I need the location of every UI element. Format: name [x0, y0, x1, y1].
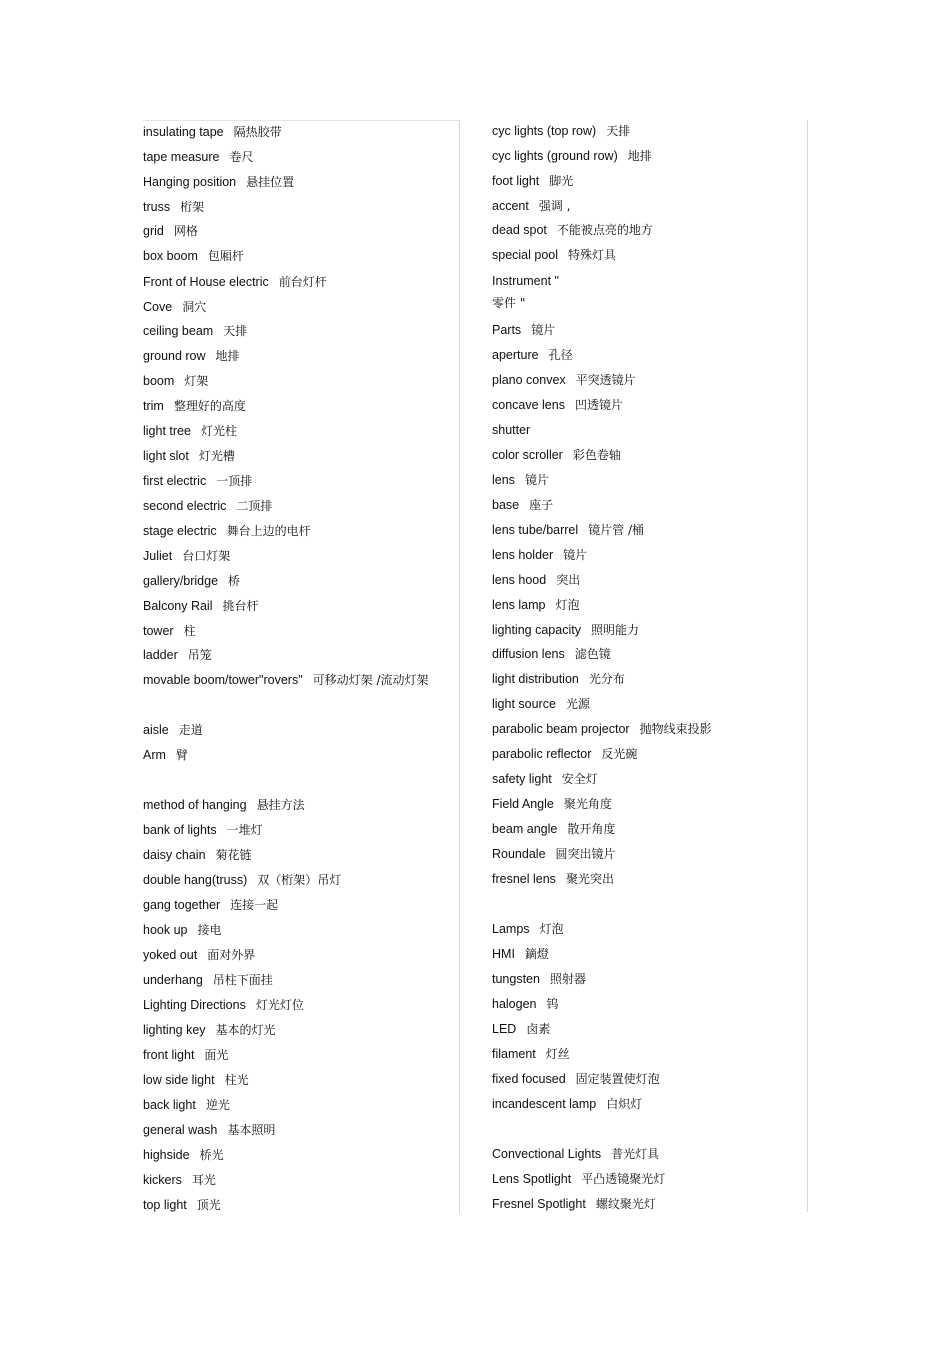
- glossary-entry: [492, 1143, 659, 1165]
- chinese-term: 隔热胶带: [233, 125, 282, 139]
- chinese-term: 灯丝: [545, 1047, 570, 1061]
- glossary-entry: [143, 719, 203, 741]
- english-term: Lamps: [492, 922, 530, 936]
- glossary-entry: [143, 196, 204, 218]
- english-term: special pool: [492, 248, 559, 262]
- chinese-term: 走道: [178, 723, 203, 737]
- glossary-entry: [143, 121, 282, 143]
- chinese-term: 照射器: [549, 972, 586, 986]
- english-term: light source: [492, 697, 556, 711]
- english-term: lens tube/barrel: [492, 523, 579, 537]
- chinese-term: 面光: [204, 1048, 229, 1062]
- english-term: Lens Spotlight: [492, 1172, 572, 1186]
- english-term: Roundale: [492, 847, 546, 861]
- english-term: back light: [143, 1098, 196, 1112]
- chinese-term: 普光灯具: [611, 1147, 660, 1161]
- chinese-term: 安全灯: [561, 772, 598, 786]
- english-term: Juliet: [143, 549, 173, 563]
- english-term: trim: [143, 399, 164, 413]
- chinese-term: 面对外界: [207, 948, 256, 962]
- glossary-entry: [492, 768, 598, 790]
- chinese-term: 钨: [546, 997, 559, 1011]
- english-term: bank of lights: [143, 823, 217, 837]
- glossary-entry: [492, 594, 580, 616]
- chinese-term: 强调 ,: [538, 199, 571, 213]
- english-term: second electric: [143, 499, 227, 513]
- english-term: parabolic beam projector: [492, 722, 630, 736]
- glossary-entry: [492, 494, 553, 516]
- english-term: Arm: [143, 748, 166, 762]
- glossary-entry: [143, 495, 272, 517]
- english-term: daisy chain: [143, 848, 206, 862]
- english-term: stage electric: [143, 524, 217, 538]
- glossary-entry: [143, 919, 222, 941]
- english-term: light tree: [143, 424, 191, 438]
- glossary-entry: [143, 969, 273, 991]
- chinese-term: 照明能力: [590, 623, 639, 637]
- glossary-entry: [492, 668, 625, 690]
- chinese-term: 可移动灯架 /流动灯架: [312, 673, 429, 687]
- english-term: lens: [492, 473, 515, 487]
- english-term: ladder: [143, 648, 178, 662]
- english-term: Hanging position: [143, 175, 237, 189]
- chinese-term: 基本照明: [227, 1123, 276, 1137]
- chinese-term: 灯泡: [555, 598, 580, 612]
- chinese-term: 圆突出镜片: [555, 847, 616, 861]
- glossary-entry: [492, 519, 644, 541]
- english-term: color scroller: [492, 448, 563, 462]
- glossary-entry: [492, 868, 614, 890]
- right-column: [491, 120, 808, 1212]
- english-term: safety light: [492, 772, 552, 786]
- glossary-entry: [492, 544, 587, 566]
- glossary-entry: [143, 1144, 224, 1166]
- english-term: foot light: [492, 174, 540, 188]
- glossary-entry: [143, 296, 206, 318]
- chinese-term: 灯光灯位: [255, 998, 304, 1012]
- chinese-term: 聚光角度: [563, 797, 612, 811]
- chinese-term: 一顶排: [216, 474, 253, 488]
- glossary-entry: [492, 569, 580, 591]
- glossary-entry: [143, 171, 294, 193]
- glossary-entry: [143, 994, 304, 1016]
- chinese-term: 台口灯架: [182, 549, 231, 563]
- english-term: method of hanging: [143, 798, 247, 812]
- english-term: Cove: [143, 300, 173, 314]
- chinese-term: 座子: [529, 498, 554, 512]
- english-term: kickers: [143, 1173, 182, 1187]
- english-term: Convectional Lights: [492, 1147, 602, 1161]
- english-term: movable boom/tower"rovers": [143, 673, 303, 687]
- english-term: Fresnel Spotlight: [492, 1197, 586, 1211]
- english-term: tungsten: [492, 972, 540, 986]
- english-term: incandescent lamp: [492, 1097, 597, 1111]
- english-term: lens lamp: [492, 598, 546, 612]
- glossary-entry: [143, 794, 305, 816]
- glossary-entry: [492, 120, 630, 142]
- chinese-term: 桥: [228, 574, 241, 588]
- glossary-entry: [492, 619, 639, 641]
- glossary-entry: [143, 345, 240, 367]
- glossary-entry: [143, 1194, 221, 1216]
- chinese-term: 整理好的高度: [173, 399, 246, 413]
- english-term: double hang(truss): [143, 873, 248, 887]
- chinese-term: 不能被点亮的地方: [556, 223, 653, 237]
- chinese-term: 吊笼: [187, 648, 212, 662]
- glossary-entry: [492, 943, 549, 965]
- glossary-entry: [143, 220, 198, 242]
- chinese-term: 镜片: [524, 473, 549, 487]
- english-term: Field Angle: [492, 797, 554, 811]
- left-column: [142, 120, 460, 1213]
- glossary-entry: [492, 344, 573, 366]
- english-term: lens holder: [492, 548, 554, 562]
- english-term: cyc lights (ground row): [492, 149, 618, 163]
- glossary-entry: [143, 944, 255, 966]
- chinese-term: 鏑燈: [524, 947, 549, 961]
- chinese-term: 聚光突出: [565, 872, 614, 886]
- english-term: ceiling beam: [143, 324, 214, 338]
- chinese-term: 连接一起: [230, 898, 279, 912]
- english-term: cyc lights (top row): [492, 124, 597, 138]
- glossary-entry: [492, 170, 573, 192]
- english-term: shutter: [492, 423, 531, 437]
- glossary-entry: [492, 793, 612, 815]
- glossary-entry: [143, 320, 247, 342]
- glossary-entry: [143, 869, 341, 891]
- english-term: dead spot: [492, 223, 547, 237]
- chinese-term: 散开角度: [567, 822, 616, 836]
- english-term: general wash: [143, 1123, 218, 1137]
- chinese-term: 卤素: [526, 1022, 551, 1036]
- glossary-entry: [143, 1069, 249, 1091]
- english-term: HMI: [492, 947, 515, 961]
- english-term: front light: [143, 1048, 195, 1062]
- english-term: concave lens: [492, 398, 565, 412]
- glossary-entry: [492, 993, 559, 1015]
- chinese-term: 彩色卷轴: [572, 448, 621, 462]
- glossary-entry: [143, 545, 230, 567]
- glossary-entry: [492, 818, 615, 840]
- chinese-term: 突出: [556, 573, 581, 587]
- chinese-term: 一堆灯: [226, 823, 263, 837]
- glossary-entry: [492, 918, 564, 940]
- english-term: halogen: [492, 997, 537, 1011]
- english-term: Front of House electric: [143, 275, 269, 289]
- english-term: filament: [492, 1047, 536, 1061]
- chinese-term: 卷尺: [229, 150, 254, 164]
- glossary-entry: [492, 319, 555, 341]
- glossary-entry: [143, 1044, 228, 1066]
- english-term: parabolic reflector: [492, 747, 592, 761]
- english-term: grid: [143, 224, 164, 238]
- english-term: aperture: [492, 348, 539, 362]
- glossary-entry: [492, 394, 623, 416]
- glossary-entry: [492, 369, 636, 391]
- english-term: tower: [143, 624, 174, 638]
- chinese-term: 滤色镜: [574, 647, 611, 661]
- chinese-term: 地排: [627, 149, 652, 163]
- glossary-entry: [143, 819, 263, 841]
- chinese-term: 天排: [606, 124, 631, 138]
- chinese-term: 灯光槽: [198, 449, 235, 463]
- glossary-entry: [492, 1068, 660, 1090]
- glossary-entry: [143, 644, 212, 666]
- english-term: fresnel lens: [492, 872, 556, 886]
- glossary-entry: [492, 270, 569, 292]
- english-term: accent: [492, 199, 529, 213]
- chinese-term: 镜片: [563, 548, 588, 562]
- glossary-entry: [143, 245, 244, 267]
- glossary-entry: [492, 419, 540, 441]
- chinese-term: 悬挂位置: [246, 175, 295, 189]
- glossary-entry: [143, 894, 278, 916]
- english-term: Instrument ": [492, 274, 559, 288]
- chinese-term: 固定装置使灯泡: [575, 1072, 660, 1086]
- glossary-entry: [143, 744, 188, 766]
- glossary-entry: [143, 271, 327, 293]
- chinese-term: 螺纹聚光灯: [595, 1197, 656, 1211]
- glossary-entry: [492, 469, 549, 491]
- chinese-term: 二顶排: [236, 499, 273, 513]
- chinese-term: 镜片: [531, 323, 556, 337]
- english-term: light slot: [143, 449, 189, 463]
- chinese-term: 臂: [175, 748, 188, 762]
- chinese-term: 天排: [223, 324, 248, 338]
- glossary-entry: [143, 445, 235, 467]
- chinese-term: 白炽灯: [606, 1097, 643, 1111]
- chinese-term: 耳光: [191, 1173, 216, 1187]
- glossary-entry: [143, 620, 196, 642]
- chinese-term: 双（桁架）吊灯: [257, 873, 342, 887]
- english-term: underhang: [143, 973, 203, 987]
- english-term: top light: [143, 1198, 187, 1212]
- glossary-entry: [143, 570, 240, 592]
- glossary-entry: [143, 595, 259, 617]
- chinese-term: 零件 ": [492, 296, 526, 310]
- chinese-term: 菊花链: [215, 848, 252, 862]
- english-term: base: [492, 498, 520, 512]
- english-term: plano convex: [492, 373, 566, 387]
- chinese-term: 吊柱下面挂: [212, 973, 273, 987]
- english-term: fixed focused: [492, 1072, 566, 1086]
- english-term: diffusion lens: [492, 647, 565, 661]
- chinese-term: 灯泡: [539, 922, 564, 936]
- chinese-term: 基本的灯光: [215, 1023, 276, 1037]
- chinese-term: 平突透镜片: [575, 373, 636, 387]
- english-term: first electric: [143, 474, 207, 488]
- glossary-entry: [492, 718, 712, 740]
- glossary-entry: [143, 844, 252, 866]
- english-term: Parts: [492, 323, 522, 337]
- chinese-term: 凹透镜片: [574, 398, 623, 412]
- chinese-term: 桥光: [199, 1148, 224, 1162]
- chinese-term: 柱光: [224, 1073, 249, 1087]
- glossary-entry: [143, 1169, 216, 1191]
- english-term: gang together: [143, 898, 221, 912]
- glossary-entry: [492, 1018, 550, 1040]
- chinese-term: 抛物线束投影: [639, 722, 712, 736]
- glossary-entry: [492, 843, 616, 865]
- english-term: LED: [492, 1022, 517, 1036]
- chinese-term: 脚光: [549, 174, 574, 188]
- chinese-term: 灯架: [184, 374, 209, 388]
- english-term: truss: [143, 200, 171, 214]
- chinese-term: 光源: [565, 697, 590, 711]
- chinese-term: 舞台上边的电杆: [226, 524, 311, 538]
- glossary-entry: [143, 470, 252, 492]
- chinese-term: 顶光: [196, 1198, 221, 1212]
- glossary-entry: [143, 146, 253, 168]
- glossary-entry: [143, 1019, 276, 1041]
- english-term: Lighting Directions: [143, 998, 246, 1012]
- chinese-term: 柱: [183, 624, 196, 638]
- english-term: highside: [143, 1148, 190, 1162]
- english-term: ground row: [143, 349, 206, 363]
- glossary-entry: [492, 292, 525, 314]
- glossary-entry: [143, 420, 237, 442]
- glossary-entry: [492, 693, 590, 715]
- glossary-entry: [143, 395, 246, 417]
- chinese-term: 光分布: [588, 672, 625, 686]
- glossary-entry: [492, 244, 616, 266]
- english-term: hook up: [143, 923, 188, 937]
- chinese-term: 悬挂方法: [256, 798, 305, 812]
- glossary-entry: [492, 1043, 570, 1065]
- glossary-entry: [492, 743, 637, 765]
- english-term: aisle: [143, 723, 169, 737]
- english-term: Balcony Rail: [143, 599, 213, 613]
- glossary-entry: [143, 370, 208, 392]
- chinese-term: 接电: [197, 923, 222, 937]
- glossary-entry: [143, 669, 455, 692]
- chinese-term: 桁架: [180, 200, 205, 214]
- glossary-entry: [143, 1094, 230, 1116]
- chinese-term: 前台灯杆: [278, 275, 327, 289]
- english-term: yoked out: [143, 948, 198, 962]
- english-term: boom: [143, 374, 175, 388]
- chinese-term: 挑台杆: [222, 599, 259, 613]
- chinese-term: 洞穴: [182, 300, 207, 314]
- english-term: tape measure: [143, 150, 220, 164]
- english-term: gallery/bridge: [143, 574, 219, 588]
- chinese-term: 网格: [173, 224, 198, 238]
- english-term: box boom: [143, 249, 198, 263]
- glossary-entry: [143, 1119, 275, 1141]
- english-term: light distribution: [492, 672, 579, 686]
- chinese-term: 灯光柱: [200, 424, 237, 438]
- glossary-entry: [492, 1093, 642, 1115]
- chinese-term: 特殊灯具: [568, 248, 617, 262]
- glossary-entry: [492, 444, 621, 466]
- glossary-entry: [492, 145, 652, 167]
- glossary-entry: [492, 1193, 656, 1215]
- english-term: insulating tape: [143, 125, 224, 139]
- chinese-term: 逆光: [205, 1098, 230, 1112]
- chinese-term: 镜片管 /桶: [588, 523, 645, 537]
- english-term: low side light: [143, 1073, 215, 1087]
- glossary-entry: [492, 195, 570, 217]
- chinese-term: 地排: [215, 349, 240, 363]
- english-term: lighting capacity: [492, 623, 581, 637]
- chinese-term: 反光碗: [601, 747, 638, 761]
- glossary-entry: [492, 968, 586, 990]
- glossary-entry: [492, 219, 653, 241]
- glossary-entry: [143, 520, 311, 542]
- chinese-term: 孔径: [548, 348, 573, 362]
- english-term: lens hood: [492, 573, 547, 587]
- chinese-term: 平凸透镜聚光灯: [581, 1172, 666, 1186]
- glossary-entry: [492, 1168, 665, 1190]
- glossary-entry: [492, 643, 611, 665]
- english-term: lighting key: [143, 1023, 206, 1037]
- chinese-term: 包厢杆: [207, 249, 244, 263]
- english-term: beam angle: [492, 822, 558, 836]
